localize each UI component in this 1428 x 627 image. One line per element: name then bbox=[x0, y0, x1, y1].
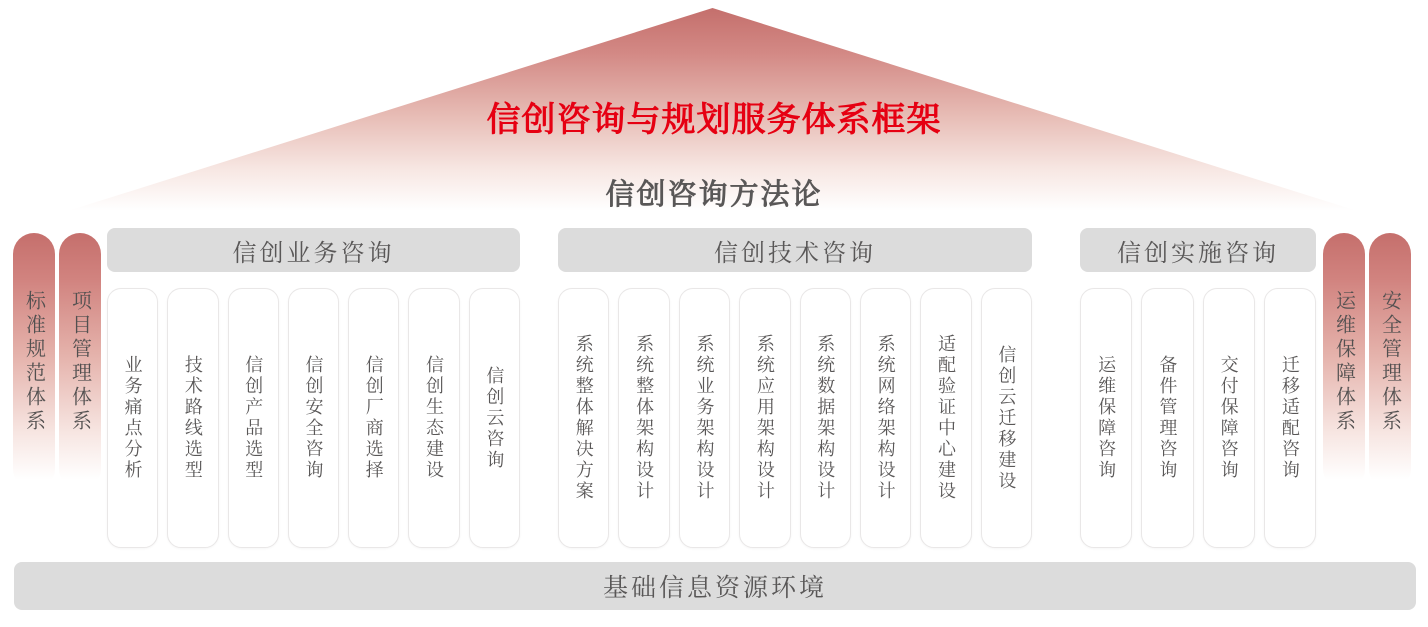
page-title: 信创咨询与规划服务体系框架 bbox=[486, 101, 942, 139]
service-item bbox=[679, 288, 730, 548]
service-item bbox=[981, 288, 1032, 548]
service-item bbox=[228, 288, 279, 548]
service-item-label: 备件管理咨询 bbox=[1157, 355, 1178, 481]
service-item-label: 系统整体架构设计 bbox=[634, 334, 655, 502]
service-item bbox=[408, 288, 459, 548]
foundation-environment-bar: 基础信息资源环境 bbox=[14, 562, 1416, 610]
service-item bbox=[288, 288, 339, 548]
service-item bbox=[558, 288, 609, 548]
group-technology-consulting bbox=[558, 228, 1032, 548]
service-item bbox=[1264, 288, 1316, 548]
service-item-label: 交付保障咨询 bbox=[1218, 355, 1239, 481]
service-item bbox=[348, 288, 399, 548]
service-item bbox=[1141, 288, 1193, 548]
service-item bbox=[167, 288, 218, 548]
methodology-title: 信创咨询方法论 bbox=[605, 179, 823, 211]
service-columns bbox=[107, 288, 520, 548]
group-business-consulting bbox=[107, 228, 520, 548]
service-columns bbox=[558, 288, 1032, 548]
service-item-label: 系统数据架构设计 bbox=[815, 334, 836, 502]
group-header: 信创业务咨询 bbox=[107, 228, 520, 272]
service-item-label: 信创生态建设 bbox=[424, 355, 445, 481]
pillar-label: 安全管理体系 bbox=[1378, 289, 1401, 434]
service-item bbox=[739, 288, 790, 548]
pillar-ops-assurance-system bbox=[1323, 233, 1365, 490]
service-item-label: 信创云迁移建设 bbox=[996, 344, 1017, 492]
service-item-label: 适配验证中心建设 bbox=[935, 334, 956, 502]
service-columns bbox=[1080, 288, 1316, 548]
service-item-label: 信创产品选型 bbox=[243, 355, 264, 481]
service-item-label: 迁移适配咨询 bbox=[1279, 355, 1300, 481]
pillar-label: 标准规范体系 bbox=[22, 289, 45, 434]
service-item bbox=[1203, 288, 1255, 548]
group-implementation-consulting bbox=[1080, 228, 1316, 548]
service-item-label: 信创厂商选择 bbox=[363, 355, 384, 481]
service-item-label: 业务痛点分析 bbox=[122, 355, 143, 481]
service-item-label: 信创云咨询 bbox=[484, 365, 505, 471]
service-item bbox=[1080, 288, 1132, 548]
service-item bbox=[107, 288, 158, 548]
group-header: 信创技术咨询 bbox=[558, 228, 1032, 272]
pillar-standards-system bbox=[13, 233, 55, 490]
pillar-project-management-system bbox=[59, 233, 101, 490]
group-header: 信创实施咨询 bbox=[1080, 228, 1316, 272]
service-item-label: 系统业务架构设计 bbox=[694, 334, 715, 502]
service-item-label: 系统网络架构设计 bbox=[875, 334, 896, 502]
service-item bbox=[860, 288, 911, 548]
pillar-label: 运维保障体系 bbox=[1332, 289, 1355, 434]
service-item bbox=[920, 288, 971, 548]
service-item bbox=[800, 288, 851, 548]
service-item-label: 系统整体解决方案 bbox=[573, 334, 594, 502]
service-item-label: 系统应用架构设计 bbox=[754, 334, 775, 502]
pillar-security-management-system bbox=[1369, 233, 1411, 490]
service-item bbox=[469, 288, 520, 548]
pillar-label: 项目管理体系 bbox=[68, 289, 91, 434]
service-item-label: 技术路线选型 bbox=[182, 355, 203, 481]
service-item-label: 信创安全咨询 bbox=[303, 355, 324, 481]
service-item-label: 运维保障咨询 bbox=[1096, 355, 1117, 481]
service-item bbox=[618, 288, 669, 548]
